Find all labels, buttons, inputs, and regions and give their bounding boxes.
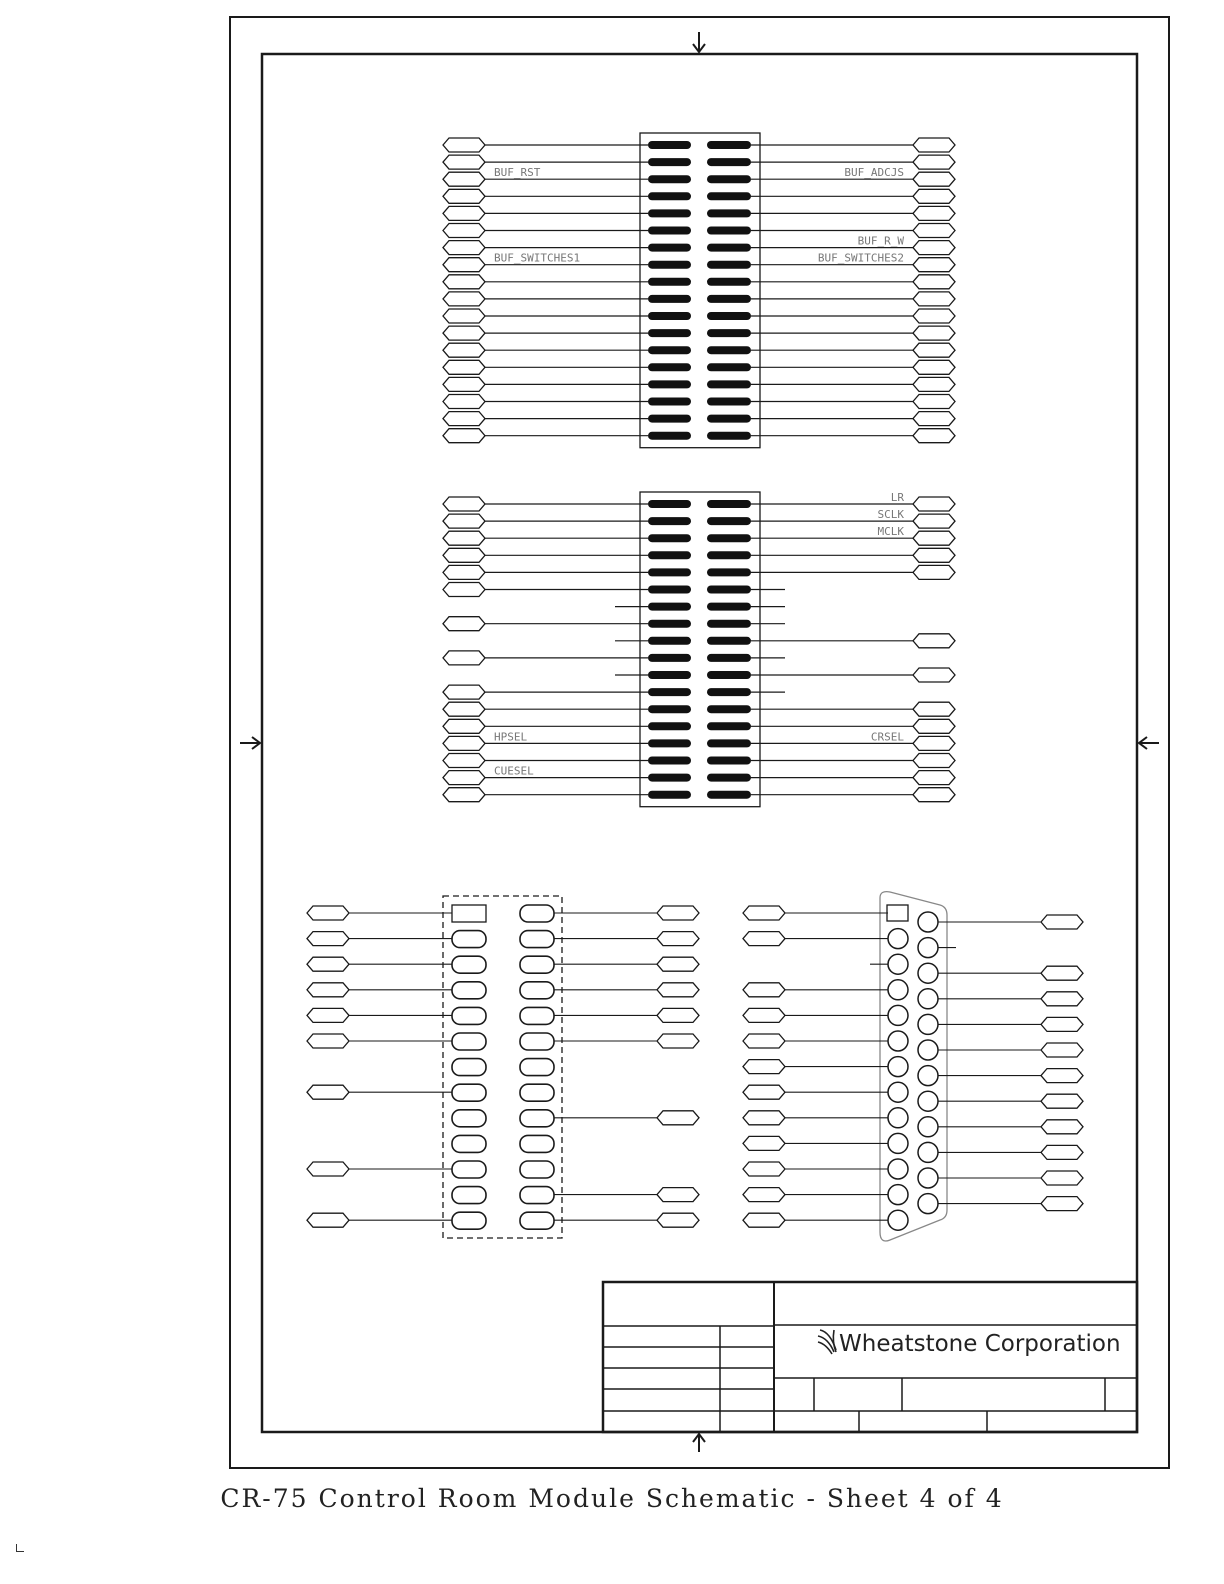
signal-flag	[1041, 1043, 1083, 1057]
dsub-pin	[918, 938, 938, 958]
socket-pad	[520, 905, 554, 922]
signal-flag	[307, 906, 349, 920]
signal-flag	[913, 241, 955, 255]
signal-flag	[307, 1213, 349, 1227]
signal-flag	[743, 1008, 785, 1022]
header-pin	[707, 705, 751, 713]
header-pin	[707, 586, 751, 594]
header-pin	[648, 227, 691, 235]
signal-flag	[743, 1136, 785, 1150]
header-pin	[707, 432, 751, 440]
header-pin	[648, 722, 691, 730]
signal-flag	[307, 1034, 349, 1048]
signal-flag	[1041, 966, 1083, 980]
header-pin	[648, 637, 691, 645]
signal-flag	[307, 1162, 349, 1176]
header-pin	[648, 363, 691, 371]
header-pin	[648, 312, 691, 320]
signal-flag	[443, 224, 485, 238]
header-pin	[648, 791, 691, 799]
signal-flag	[443, 292, 485, 306]
signal-flag	[1041, 992, 1083, 1006]
dsub-pin	[918, 1066, 938, 1086]
signal-flag	[443, 309, 485, 323]
signal-flag	[443, 138, 485, 152]
signal-flag	[443, 565, 485, 579]
header-pin	[707, 227, 751, 235]
dsub-pin	[888, 1185, 908, 1205]
signal-flag	[1041, 915, 1083, 929]
header-pin	[648, 603, 691, 611]
signal-flag	[443, 412, 485, 426]
header-pin	[707, 517, 751, 525]
header-pin	[707, 722, 751, 730]
dsub-pin	[918, 1117, 938, 1137]
signal-flag	[443, 548, 485, 562]
signal-flag	[913, 788, 955, 802]
socket-pad	[452, 1084, 486, 1101]
signal-flag	[913, 224, 955, 238]
company-logo	[818, 1330, 1121, 1357]
signal-flag	[657, 932, 699, 946]
signal-flag	[913, 258, 955, 272]
signal-flag	[743, 1060, 785, 1074]
signal-flag	[443, 189, 485, 203]
header-pin	[707, 500, 751, 508]
corner-mark	[16, 1544, 24, 1552]
signal-flag	[443, 395, 485, 409]
leaf-icon	[818, 1330, 836, 1354]
header-pin	[648, 158, 691, 166]
header-pin	[707, 398, 751, 406]
connector-dsub-25	[743, 892, 1083, 1241]
signal-flag	[443, 326, 485, 340]
dsub-pin	[888, 1005, 908, 1025]
socket-pad	[520, 1084, 554, 1101]
socket-pad	[520, 1135, 554, 1152]
header-pin	[648, 415, 691, 423]
header-pin	[707, 774, 751, 782]
signal-flag	[913, 497, 955, 511]
socket-pad	[452, 931, 486, 948]
dsub-pin	[918, 1168, 938, 1188]
signal-flag	[443, 241, 485, 255]
socket-pad	[520, 1033, 554, 1050]
header-pin	[707, 312, 751, 320]
net-label: HPSEL	[494, 730, 528, 744]
arrow-right	[1139, 737, 1159, 749]
header-pin	[648, 261, 691, 269]
socket-pad	[452, 1033, 486, 1050]
drawing-frame	[230, 17, 1169, 1468]
signal-flag	[913, 343, 955, 357]
signal-flag	[443, 583, 485, 597]
header-pin	[707, 261, 751, 269]
header-pin	[648, 295, 691, 303]
signal-flag	[657, 1213, 699, 1227]
header-pin	[648, 688, 691, 696]
signal-flag	[743, 1111, 785, 1125]
signal-flag	[743, 932, 785, 946]
signal-flag	[307, 983, 349, 997]
signal-flag	[307, 1008, 349, 1022]
header-pin	[648, 568, 691, 576]
socket-pad	[520, 1110, 554, 1127]
signal-flag	[913, 155, 955, 169]
header-pin	[648, 192, 691, 200]
socket-pad	[452, 982, 486, 999]
header-pin	[707, 244, 751, 252]
signal-flag	[657, 957, 699, 971]
signal-flag	[743, 1085, 785, 1099]
dsub-pin	[888, 1082, 908, 1102]
signal-flag	[743, 1213, 785, 1227]
socket-pad	[520, 1059, 554, 1076]
header-pin	[707, 175, 751, 183]
signal-flag	[443, 497, 485, 511]
socket-pad	[452, 1212, 486, 1229]
dsub-pin	[918, 963, 938, 983]
signal-flag	[913, 429, 955, 443]
dsub-pin	[888, 1057, 908, 1077]
socket-pad	[520, 982, 554, 999]
header-pin	[707, 329, 751, 337]
signal-flag	[657, 906, 699, 920]
signal-flag	[1041, 1171, 1083, 1185]
signal-flag	[443, 360, 485, 374]
header-pin	[707, 141, 751, 149]
header-pin	[648, 517, 691, 525]
signal-flag	[443, 531, 485, 545]
signal-flag	[743, 1162, 785, 1176]
signal-flag	[913, 548, 955, 562]
header-pin	[707, 363, 751, 371]
signal-flag	[657, 1034, 699, 1048]
signal-flag	[913, 309, 955, 323]
sheet-caption: CR-75 Control Room Module Schematic - Sheet 4 of 4	[220, 1484, 1004, 1513]
socket-pad	[520, 956, 554, 973]
net-label: BUF_R_W	[857, 234, 904, 248]
signal-flag	[657, 983, 699, 997]
header-pin	[648, 705, 691, 713]
header-pin	[648, 586, 691, 594]
dsub-pin	[888, 980, 908, 1000]
header-pin	[707, 688, 751, 696]
socket-pad	[520, 931, 554, 948]
signal-flag	[443, 258, 485, 272]
signal-flag	[1041, 1017, 1083, 1031]
signal-flag	[913, 531, 955, 545]
signal-flag	[443, 719, 485, 733]
signal-flag	[913, 668, 955, 682]
header-pin	[707, 346, 751, 354]
socket-pad	[520, 1007, 554, 1024]
signal-flag	[307, 932, 349, 946]
dsub-pin	[888, 954, 908, 974]
header-pin	[648, 551, 691, 559]
pin-one-pad	[887, 905, 908, 921]
dsub-pin	[888, 1031, 908, 1051]
dsub-pin	[918, 1040, 938, 1060]
header-pin	[707, 739, 751, 747]
header-pin	[707, 209, 751, 217]
net-label: LR	[890, 491, 904, 504]
header-pin	[707, 671, 751, 679]
header-pin	[648, 278, 691, 286]
header-pin	[648, 244, 691, 252]
net-label: BUF_SWITCHES2	[817, 251, 904, 265]
socket-pad	[520, 1161, 554, 1178]
signal-flag	[913, 754, 955, 768]
arrow-left	[240, 737, 260, 749]
socket-pad	[520, 1187, 554, 1204]
net-label: MCLK	[877, 525, 904, 539]
signal-flag	[913, 326, 955, 340]
dsub-pin	[888, 1210, 908, 1230]
signal-flag	[443, 343, 485, 357]
arrow-top	[693, 32, 705, 52]
outer-border	[230, 17, 1169, 1468]
dsub-pin	[888, 1133, 908, 1153]
header-pin	[648, 534, 691, 542]
dsub-pin	[918, 989, 938, 1009]
signal-flag	[443, 377, 485, 391]
header-pin	[648, 346, 691, 354]
net-label: BUF_ADCJS	[844, 166, 904, 180]
header-pin	[707, 654, 751, 662]
signal-flag	[443, 685, 485, 699]
connector-top-header	[443, 133, 955, 448]
signal-flag	[743, 1188, 785, 1202]
signal-flag	[913, 634, 955, 648]
signal-flag	[443, 788, 485, 802]
header-pin	[648, 329, 691, 337]
socket-pad	[452, 956, 486, 973]
header-pin	[648, 757, 691, 765]
header-pin	[648, 774, 691, 782]
signal-flag	[913, 206, 955, 220]
header-pin	[648, 654, 691, 662]
signal-flag	[913, 292, 955, 306]
signal-flag	[443, 172, 485, 186]
inner-border	[262, 54, 1137, 1432]
dsub-pin	[918, 1014, 938, 1034]
signal-flag	[1041, 1094, 1083, 1108]
signal-flag	[443, 429, 485, 443]
socket-pad	[452, 1059, 486, 1076]
header-pin	[648, 671, 691, 679]
header-pin	[707, 192, 751, 200]
header-pin	[707, 568, 751, 576]
signal-flag	[913, 275, 955, 289]
signal-flag	[913, 719, 955, 733]
header-pin	[648, 209, 691, 217]
frame-center-arrows	[240, 32, 1159, 1452]
signal-flag	[1041, 1197, 1083, 1211]
signal-flag	[913, 736, 955, 750]
company-name: Wheatstone Corporation	[839, 1331, 1121, 1357]
arrow-bottom	[693, 1434, 705, 1452]
header-pin	[707, 380, 751, 388]
dsub-pin	[918, 1194, 938, 1214]
signal-flag	[913, 138, 955, 152]
socket-pad	[452, 1161, 486, 1178]
header-pin	[648, 432, 691, 440]
header-pin	[707, 295, 751, 303]
signal-flag	[443, 651, 485, 665]
signal-flag	[443, 206, 485, 220]
signal-flag	[913, 565, 955, 579]
signal-flag	[913, 395, 955, 409]
header-pin	[707, 620, 751, 628]
net-label: BUF_SWITCHES1	[494, 251, 581, 265]
signal-flag	[913, 702, 955, 716]
signal-flag	[913, 189, 955, 203]
signal-flag	[743, 983, 785, 997]
signal-flag	[443, 736, 485, 750]
header-pin	[648, 141, 691, 149]
header-pin	[707, 551, 751, 559]
title-block	[603, 1282, 1137, 1432]
signal-flag	[443, 514, 485, 528]
signal-flag	[743, 1034, 785, 1048]
dsub-pin	[888, 1159, 908, 1179]
socket-pad	[452, 1135, 486, 1152]
signal-flag	[443, 617, 485, 631]
net-label: SCLK	[877, 508, 904, 522]
dsub-pin	[918, 1091, 938, 1111]
net-label: BUF_RST	[494, 166, 541, 180]
signal-flag	[443, 275, 485, 289]
header-pin	[648, 175, 691, 183]
dsub-pin	[918, 1142, 938, 1162]
socket-pad	[452, 1007, 486, 1024]
header-pin	[707, 757, 751, 765]
header-pin	[648, 398, 691, 406]
pin-one-pad	[452, 905, 486, 922]
header-pin	[648, 380, 691, 388]
signal-flag	[443, 702, 485, 716]
signal-flag	[913, 412, 955, 426]
socket-pad	[452, 1110, 486, 1127]
header-pin	[707, 158, 751, 166]
header-pin	[707, 791, 751, 799]
signal-flag	[657, 1008, 699, 1022]
header-pin	[707, 603, 751, 611]
dsub-pin	[918, 912, 938, 932]
net-label: CUESEL	[494, 764, 534, 778]
header-pin	[707, 415, 751, 423]
header-pin	[648, 739, 691, 747]
signal-flag	[1041, 1145, 1083, 1159]
signal-flag	[743, 906, 785, 920]
signal-flag	[1041, 1069, 1083, 1083]
header-pin	[648, 500, 691, 508]
signal-flag	[443, 771, 485, 785]
signal-flag	[657, 1111, 699, 1125]
dsub-pin	[888, 1108, 908, 1128]
signal-flag	[913, 514, 955, 528]
signal-flag	[1041, 1120, 1083, 1134]
net-label: CRSEL	[870, 730, 904, 744]
signal-flag	[913, 360, 955, 374]
signal-flag	[443, 754, 485, 768]
signal-flag	[657, 1188, 699, 1202]
signal-flag	[913, 172, 955, 186]
signal-flag	[913, 771, 955, 785]
signal-flag	[443, 155, 485, 169]
socket-pad	[452, 1187, 486, 1204]
connector-mid-header	[443, 491, 955, 807]
socket-pad	[520, 1212, 554, 1229]
signal-flag	[913, 377, 955, 391]
connector-dip-socket	[307, 896, 699, 1238]
dsub-pin	[888, 929, 908, 949]
signal-flag	[307, 957, 349, 971]
header-pin	[707, 637, 751, 645]
header-pin	[707, 278, 751, 286]
header-pin	[648, 620, 691, 628]
signal-flag	[307, 1085, 349, 1099]
header-pin	[707, 534, 751, 542]
